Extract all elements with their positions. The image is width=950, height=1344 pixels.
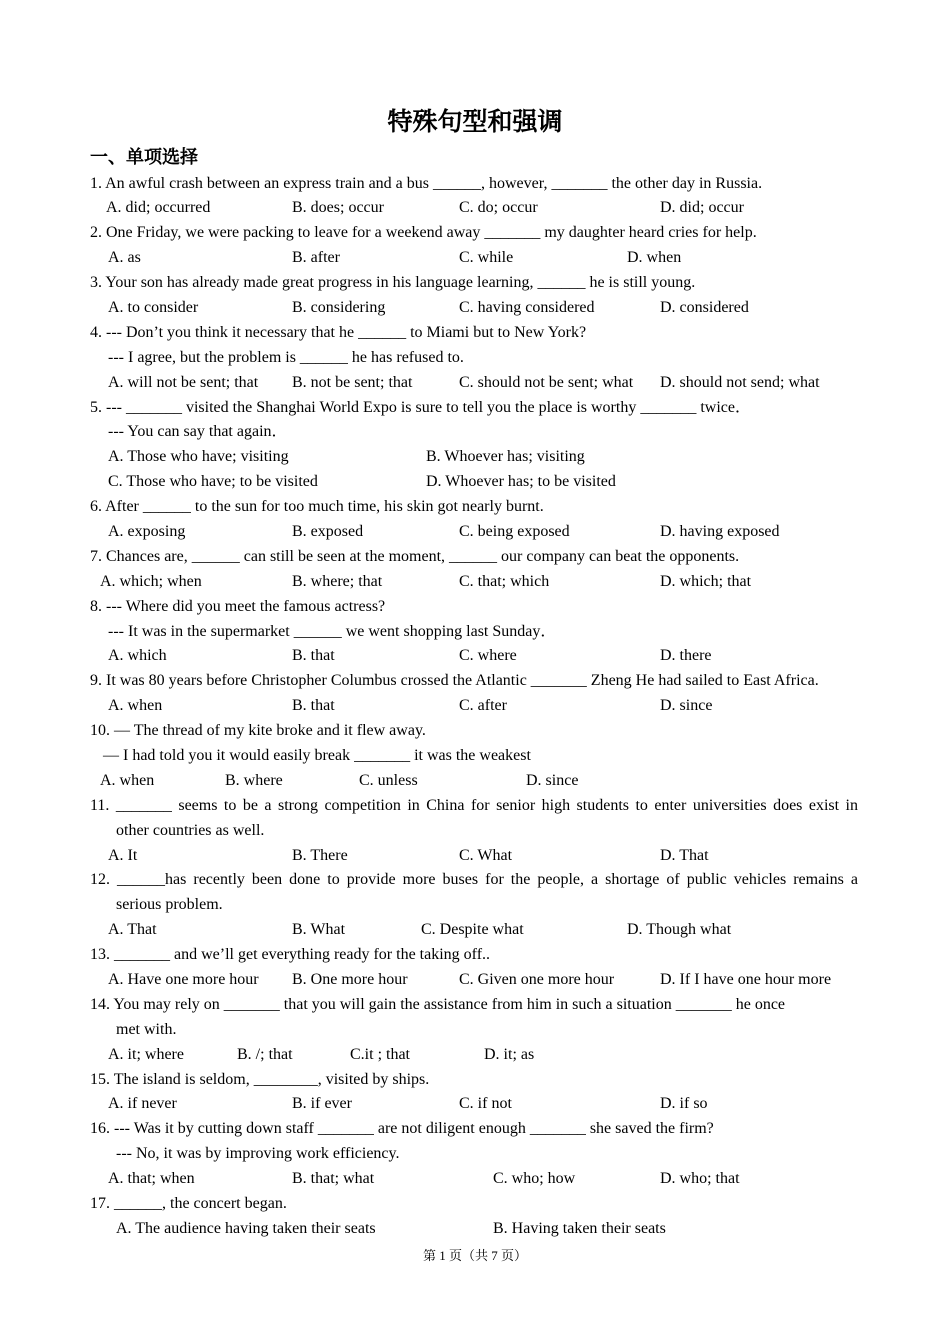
q8-options-row	[0, 644, 950, 669]
q14-stem-row-2	[0, 1018, 950, 1043]
q17-options-row	[0, 1217, 950, 1242]
q2-option-b: B. after	[292, 249, 340, 267]
q3-option-c: C. having considered	[459, 298, 595, 316]
q7-option-d: D. which; that	[660, 572, 752, 590]
q11-stem-row	[0, 794, 950, 819]
q9-option-c: C. after	[459, 697, 507, 715]
q11-stem-row-2	[0, 819, 950, 844]
q5-option-a: A. Those who have; visiting	[108, 448, 289, 466]
q8-stem-line-2: --- It was in the supermarket ______ we went shopping last Sunday．	[108, 622, 557, 640]
q3-option-b: B. considering	[292, 298, 386, 316]
q14-stem: 14. You may rely on _______ that you will gain the assistance from him in such a situation _______ he once	[90, 995, 786, 1013]
q5-stem-row-2	[0, 420, 950, 445]
q16-stem-row	[0, 1117, 950, 1142]
q10-option-c: C. unless	[359, 771, 418, 789]
q5-option-c: C. Those who have; to be visited	[108, 473, 318, 491]
q14-options-row	[0, 1043, 950, 1068]
q1-stem: 1. An awful crash between an express train and a bus ______, however, _______ the other day in Russia.	[90, 174, 763, 192]
q2-stem-row	[0, 221, 950, 246]
q11-options-row	[0, 844, 950, 869]
q13-option-c: C. Given one more hour	[459, 971, 615, 988]
q11-stem: 11. _______ seems to be a strong competition in China for senior high students to enter universities does exist in	[90, 796, 858, 814]
q11-option-d: D. That	[660, 846, 709, 864]
q3-option-a: A. to consider	[108, 298, 199, 316]
q12-stem-row-2	[0, 893, 950, 918]
q6-stem: 6. After ______ to the sun for too much time, his skin got nearly burnt.	[90, 498, 544, 516]
q10-option-d: D. since	[526, 771, 579, 789]
q4-option-c: C. should not be sent; what	[459, 373, 634, 391]
q5-options-row-2	[0, 470, 950, 495]
q5-options-row-1	[0, 445, 950, 470]
q10-options-row	[0, 769, 950, 794]
q6-option-b: B. exposed	[292, 522, 364, 540]
q14-stem-line-2: met with.	[116, 1020, 177, 1038]
page-title: 特殊句型和强调	[387, 107, 563, 136]
q1-option-c: C. do; occur	[459, 199, 538, 217]
q4-stem-row-2	[0, 346, 950, 371]
q1-option-d: D. did; occur	[660, 199, 744, 217]
q10-stem-row	[0, 719, 950, 744]
q16-option-b: B. that; what	[292, 1170, 375, 1188]
q8-option-a: A. which	[108, 647, 167, 665]
q8-stem-row	[0, 595, 950, 620]
q7-option-c: C. that; which	[459, 572, 550, 590]
q13-option-a: A. Have one more hour	[108, 971, 259, 988]
q7-option-a: A. which; when	[100, 572, 202, 590]
q4-stem: 4. --- Don’t you think it necessary that he ______ to Miami but to New York?	[90, 323, 587, 341]
q15-option-d: D. if so	[660, 1095, 708, 1113]
q7-option-b: B. where; that	[292, 572, 383, 590]
q16-option-c: C. who; how	[493, 1170, 576, 1188]
question-list	[0, 172, 950, 1242]
q14-option-d: D. it; as	[484, 1045, 535, 1063]
q6-option-a: A. exposing	[108, 522, 186, 540]
q12-stem: 12. ______has recently been done to provide more buses for the people, a shortage of public vehicles remains a	[90, 871, 858, 889]
q17-stem-row	[0, 1192, 950, 1217]
q5-stem-line-2: --- You can say that again．	[108, 423, 288, 441]
q17-option-b: B. Having taken their seats	[493, 1219, 666, 1237]
q3-stem: 3. Your son has already made great progress in his language learning, ______ he is still young.	[90, 274, 696, 292]
page-footer: 第 1 页（共 7 页）	[422, 1248, 527, 1263]
q1-options-row	[0, 196, 950, 221]
q4-option-d: D. should not send; what	[660, 373, 820, 391]
q7-stem-row	[0, 545, 950, 570]
q7-options-row	[0, 570, 950, 595]
q6-option-d: D. having exposed	[660, 522, 780, 540]
q13-option-d: D. If I have one hour more	[660, 971, 832, 988]
q13-stem-row	[0, 943, 950, 968]
q6-option-c: C. being exposed	[459, 522, 570, 540]
q16-stem-line-2: --- No, it was by improving work efficiency.	[116, 1145, 400, 1163]
q8-option-b: B. that	[292, 647, 335, 665]
q14-option-c: C.it ; that	[350, 1045, 410, 1063]
q16-stem: 16. --- Was it by cutting down staff _______ are not diligent enough _______ she saved the firm?	[90, 1120, 714, 1138]
q2-stem: 2. One Friday, we were packing to leave for a weekend away _______ my daughter heard cries for help.	[90, 224, 757, 242]
q2-option-d: D. when	[627, 249, 682, 267]
q15-option-b: B. if ever	[292, 1095, 352, 1113]
q9-option-a: A. when	[108, 697, 163, 715]
q12-option-a: A. That	[108, 921, 157, 939]
q14-stem-row	[0, 993, 950, 1018]
q3-stem-row	[0, 271, 950, 296]
q15-option-a: A. if never	[108, 1095, 177, 1113]
q15-options-row	[0, 1092, 950, 1117]
q16-option-d: D. who; that	[660, 1170, 740, 1188]
q6-stem-row	[0, 495, 950, 520]
q16-option-a: A. that; when	[108, 1170, 195, 1188]
q4-stem-line-2: --- I agree, but the problem is ______ he has refused to.	[108, 348, 464, 366]
section-heading: 一、单项选择	[90, 147, 198, 168]
q16-stem-row-2	[0, 1142, 950, 1167]
q15-stem-row	[0, 1068, 950, 1093]
q2-option-c: C. while	[459, 249, 514, 267]
q1-option-a: A. did; occurred	[106, 199, 211, 217]
q13-options-row	[0, 968, 950, 993]
q9-stem-row	[0, 669, 950, 694]
q14-option-a: A. it; where	[108, 1045, 184, 1063]
q1-stem-row	[0, 172, 950, 197]
q16-options-row	[0, 1167, 950, 1192]
q2-option-a: A. as	[108, 249, 141, 267]
q4-option-b: B. not be sent; that	[292, 373, 413, 391]
q11-option-c: C. What	[459, 846, 513, 864]
q11-option-b: B. There	[292, 846, 348, 864]
q14-option-b: B. /; that	[237, 1045, 293, 1063]
q2-options-row	[0, 246, 950, 271]
q12-option-b: B. What	[292, 921, 346, 939]
q9-stem: 9. It was 80 years before Christopher Columbus crossed the Atlantic _______ Zheng He had sailed to East Africa.	[90, 672, 819, 690]
q7-stem: 7. Chances are, ______ can still be seen at the moment, ______ our company can beat the opponents.	[90, 547, 740, 565]
q9-option-b: B. that	[292, 697, 335, 715]
q10-option-b: B. where	[225, 771, 283, 789]
q12-stem-row	[0, 868, 950, 893]
q17-stem: 17. ______, the concert began.	[90, 1195, 287, 1213]
q13-option-b: B. One more hour	[292, 971, 408, 988]
q9-options-row	[0, 694, 950, 719]
q12-option-d: D. Though what	[627, 921, 732, 939]
q5-stem: 5. --- _______ visited the Shanghai World Expo is sure to tell you the place is worthy _______ twice．	[90, 398, 751, 416]
q11-stem-line-2: other countries as well.	[116, 821, 265, 839]
q4-stem-row	[0, 321, 950, 346]
q12-options-row	[0, 918, 950, 943]
q12-stem-line-2: serious problem.	[116, 896, 223, 914]
q13-stem: 13. _______ and we’ll get everything ready for the taking off..	[90, 946, 491, 964]
q4-options-row	[0, 371, 950, 396]
q1-option-b: B. does; occur	[292, 199, 384, 217]
q8-option-d: D. there	[660, 647, 712, 665]
q3-option-d: D. considered	[660, 298, 749, 316]
q10-stem: 10. — The thread of my kite broke and it flew away.	[90, 722, 426, 740]
q5-option-b: B. Whoever has; visiting	[426, 448, 585, 466]
q10-stem-line-2: — I had told you it would easily break _______ it was the weakest	[103, 746, 531, 764]
q15-stem: 15. The island is seldom, ________, visited by ships.	[90, 1070, 430, 1088]
q9-option-d: D. since	[660, 697, 713, 715]
q15-option-c: C. if not	[459, 1095, 512, 1113]
q11-option-a: A. It	[108, 846, 138, 864]
q4-option-a: A. will not be sent; that	[108, 373, 259, 391]
q17-option-a: A. The audience having taken their seats	[116, 1219, 376, 1237]
q12-option-c: C. Despite what	[421, 921, 524, 939]
q8-option-c: C. where	[459, 647, 517, 665]
q10-option-a: A. when	[100, 771, 155, 789]
q10-stem-row-2	[0, 744, 950, 769]
q8-stem-row-2	[0, 620, 950, 645]
q5-stem-row	[0, 396, 950, 421]
q5-option-d: D. Whoever has; to be visited	[426, 473, 616, 491]
q6-options-row	[0, 520, 950, 545]
q8-stem: 8. --- Where did you meet the famous actress?	[90, 597, 386, 615]
q3-options-row	[0, 296, 950, 321]
